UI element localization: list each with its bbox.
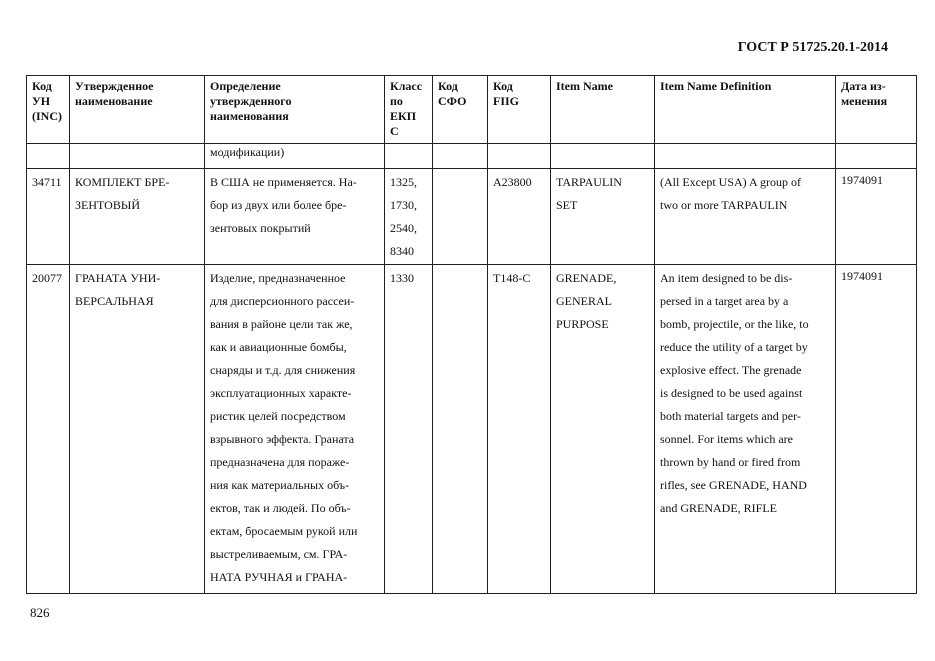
definition-cell: В США не применяется. На- бор из двух или более бре- зентовых покрытий <box>205 169 385 265</box>
fiig-cell: A23800 <box>488 169 551 265</box>
item-definition-cell: An item designed to be dis- persed in a target area by a bomb, projectile, or the like, to reduce the utility of a target by explosive effect. The grenade is designed to be used against both material targets and per- sonnel. For items which are thrown by hand or fired from rifles, see GRENADE, HAND and GRENADE, RIFLE <box>655 265 836 594</box>
item-definition-cell: (All Except USA) A group of two or more TARPAULIN <box>655 169 836 265</box>
col-header-item-name: Item Name <box>551 76 655 144</box>
table-row <box>27 169 917 265</box>
col-header-sfo: Код СФО <box>433 76 488 144</box>
date-cell: 1974091 <box>836 169 917 265</box>
continuation-definition: модификации) <box>205 144 385 169</box>
name-cell: КОМПЛЕКТ БРЕ- ЗЕНТОВЫЙ <box>70 169 205 265</box>
fiig-cell: T148-C <box>488 265 551 594</box>
continuation-row <box>27 144 917 169</box>
col-header-item-definition: Item Name Definition <box>655 76 836 144</box>
col-header-date: Дата из- менения <box>836 76 917 144</box>
standard-number: ГОСТ Р 51725.20.1-2014 <box>737 40 888 55</box>
name-cell: ГРАНАТА УНИ- ВЕРСАЛЬНАЯ <box>70 265 205 594</box>
col-header-class: Класс по ЕКП С <box>385 76 433 144</box>
table-row <box>27 265 917 594</box>
col-header-definition: Определение утвержденного наименования <box>205 76 385 144</box>
definition-cell: Изделие, предназначенное для дисперсионного рассеи- вания в районе цели так же, как и авиационные бомбы, снаряды и т.д. для снижения эксплуатационных характе- ристик целей посредством взрывного эффекта. Граната предназначена для пораже- ния как материальных объ- ектов, так и людей. По объ- ектам, бросаемым рукой или выстреливаемым, см. ГРА- НАТА РУЧНАЯ и ГРАНА- <box>205 265 385 594</box>
item-name-cell: TARPAULIN SET <box>551 169 655 265</box>
sfo-cell <box>433 169 488 265</box>
item-name-cell: GRENADE, GENERAL PURPOSE <box>551 265 655 594</box>
class-cell: 1330 <box>385 265 433 594</box>
col-header-inc: Код УН (INC) <box>27 76 70 144</box>
inc-cell: 20077 <box>27 265 70 594</box>
col-header-fiig: Код FIIG <box>488 76 551 144</box>
class-cell: 1325, 1730, 2540, 8340 <box>385 169 433 265</box>
classification-table <box>26 75 917 594</box>
page-number: 826 <box>30 605 50 620</box>
inc-cell: 34711 <box>27 169 70 265</box>
table-header-row <box>27 76 917 144</box>
col-header-name: Утвержденное наименование <box>70 76 205 144</box>
sfo-cell <box>433 265 488 594</box>
date-cell: 1974091 <box>836 265 917 594</box>
